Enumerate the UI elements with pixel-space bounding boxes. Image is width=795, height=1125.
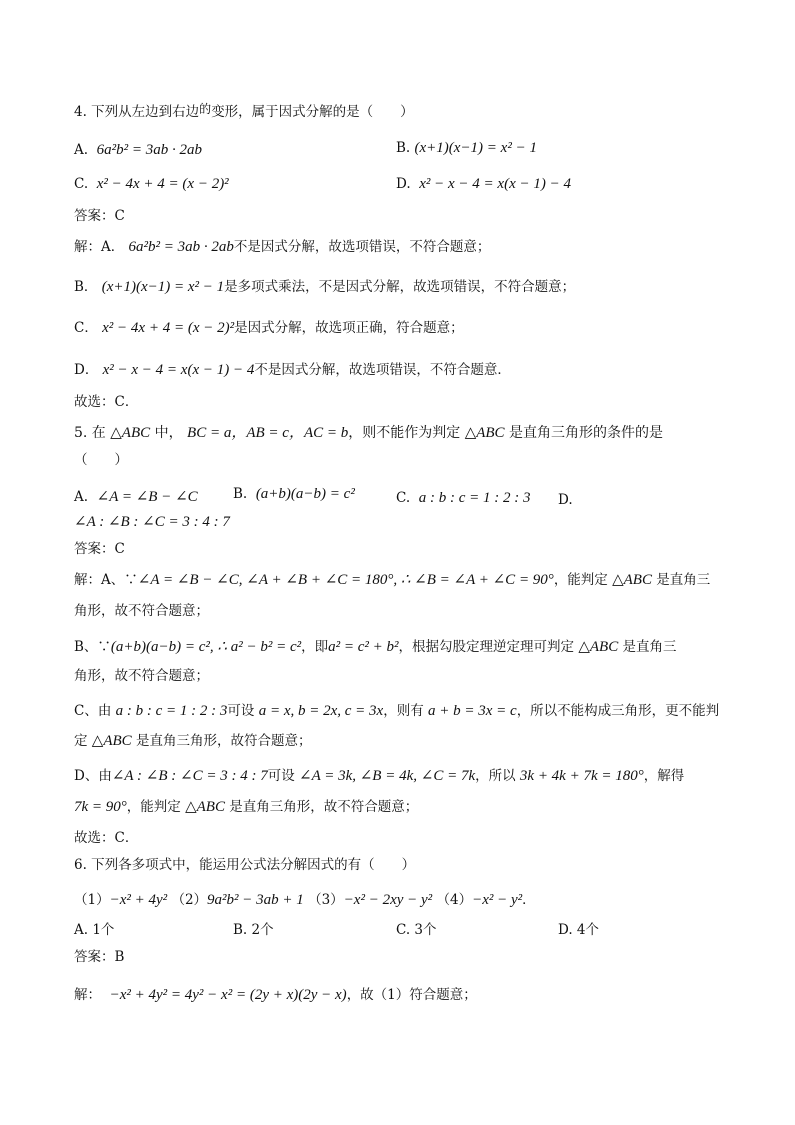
q4-option-a: A. 6a²b² = 3ab · 2ab <box>74 142 203 158</box>
q5-answer: 答案：C <box>74 541 125 557</box>
q4-answer: 答案：C <box>74 208 125 224</box>
q4-option-d: D. x² − x − 4 = x(x − 1) − 4 <box>396 176 571 192</box>
q6-option-c: C. 3个 <box>396 922 437 938</box>
q5-solution-a-cont: 角形，故不符合题意； <box>74 603 209 619</box>
q5-solution-b-cont: 角形，故不符合题意； <box>74 668 209 684</box>
q4-choose: 故选：C． <box>74 394 139 410</box>
q5-option-d-expr: ∠A : ∠B : ∠C = 3 : 4 : 7 <box>74 514 230 530</box>
q5-option-c: C. a : b : c = 1 : 2 : 3 <box>396 490 531 506</box>
question-6-stem: 6. 下列各多项式中，能运用公式法分解因式的有（ ） <box>74 857 416 873</box>
q5-solution-c: C、由 a : b : c = 1 : 2 : 3可设 a = x, b = 2x, c = 3x，则有 a + b = 3x = c，所以不能构成三角形，更不能判 <box>74 703 720 719</box>
q5-option-b: B. (a+b)(a−b) = c² <box>233 486 355 502</box>
q6-solution-1: 解： −x² + 4y² = 4y² − x² = (2y + x)(2y − x)，故（1）符合题意； <box>74 987 477 1003</box>
q4-solution-c: C． x² − 4x + 4 = (x − 2)²是因式分解，故选项正确，符合题意； <box>74 320 464 336</box>
q6-option-b: B. 2个 <box>233 922 274 938</box>
q5-paren: （ ） <box>74 452 128 468</box>
q5-choose: 故选：C． <box>74 830 139 846</box>
q5-solution-d-cont: 7k = 90°，能判定 △ABC 是直角三角形，故不符合题意； <box>74 799 419 815</box>
q5-option-d: D. <box>558 492 573 508</box>
q6-option-a: A. 1个 <box>74 922 115 938</box>
q5-solution-a: 解：A、∵∠A = ∠B − ∠C, ∠A + ∠B + ∠C = 180°, ∴ ∠B = ∠A + ∠C = 90°，能判定 △ABC 是直角三 <box>74 572 711 588</box>
question-4-stem: 4. 下列从左边到右边的变形，属于因式分解的是（ ） <box>74 102 414 120</box>
q5-option-a: A. ∠A = ∠B − ∠C <box>74 489 198 505</box>
q5-solution-b: B、∵(a+b)(a−b) = c², ∴ a² − b² = c²，即a² = c² + b²，根据勾股定理逆定理可判定 △ABC 是直角三 <box>74 639 677 655</box>
q5-solution-d: D、由∠A : ∠B : ∠C = 3 : 4 : 7可设 ∠A = 3k, ∠B = 4k, ∠C = 7k，所以 3k + 4k + 7k = 180°，解得 <box>74 768 685 784</box>
q6-option-d: D. 4个 <box>558 922 600 938</box>
q4-option-b: B. (x+1)(x−1) = x² − 1 <box>396 140 537 156</box>
q6-items: （1）−x² + 4y² （2）9a²b² − 3ab + 1 （3）−x² − 2xy − y² （4）−x² − y²． <box>74 892 536 908</box>
q4-solution-b: B． (x+1)(x−1) = x² − 1是多项式乘法，不是因式分解，故选项错误，不符合题意； <box>74 279 576 295</box>
q4-solution-d: D． x² − x − 4 = x(x − 1) − 4不是因式分解，故选项错误，不符合题意． <box>74 362 511 378</box>
q6-answer: 答案：B <box>74 949 125 965</box>
question-5-stem: 5. 在 △ABC 中， BC = a，AB = c，AC = b，则不能作为判定 △ABC 是直角三角形的条件的是 <box>74 425 664 441</box>
q4-solution-a: 解：A． 6a²b² = 3ab · 2ab不是因式分解，故选项错误，不符合题意； <box>74 239 491 255</box>
q5-solution-c-cont: 定 △ABC 是直角三角形，故符合题意； <box>74 733 312 749</box>
q4-option-c: C. x² − 4x + 4 = (x − 2)² <box>74 176 229 192</box>
